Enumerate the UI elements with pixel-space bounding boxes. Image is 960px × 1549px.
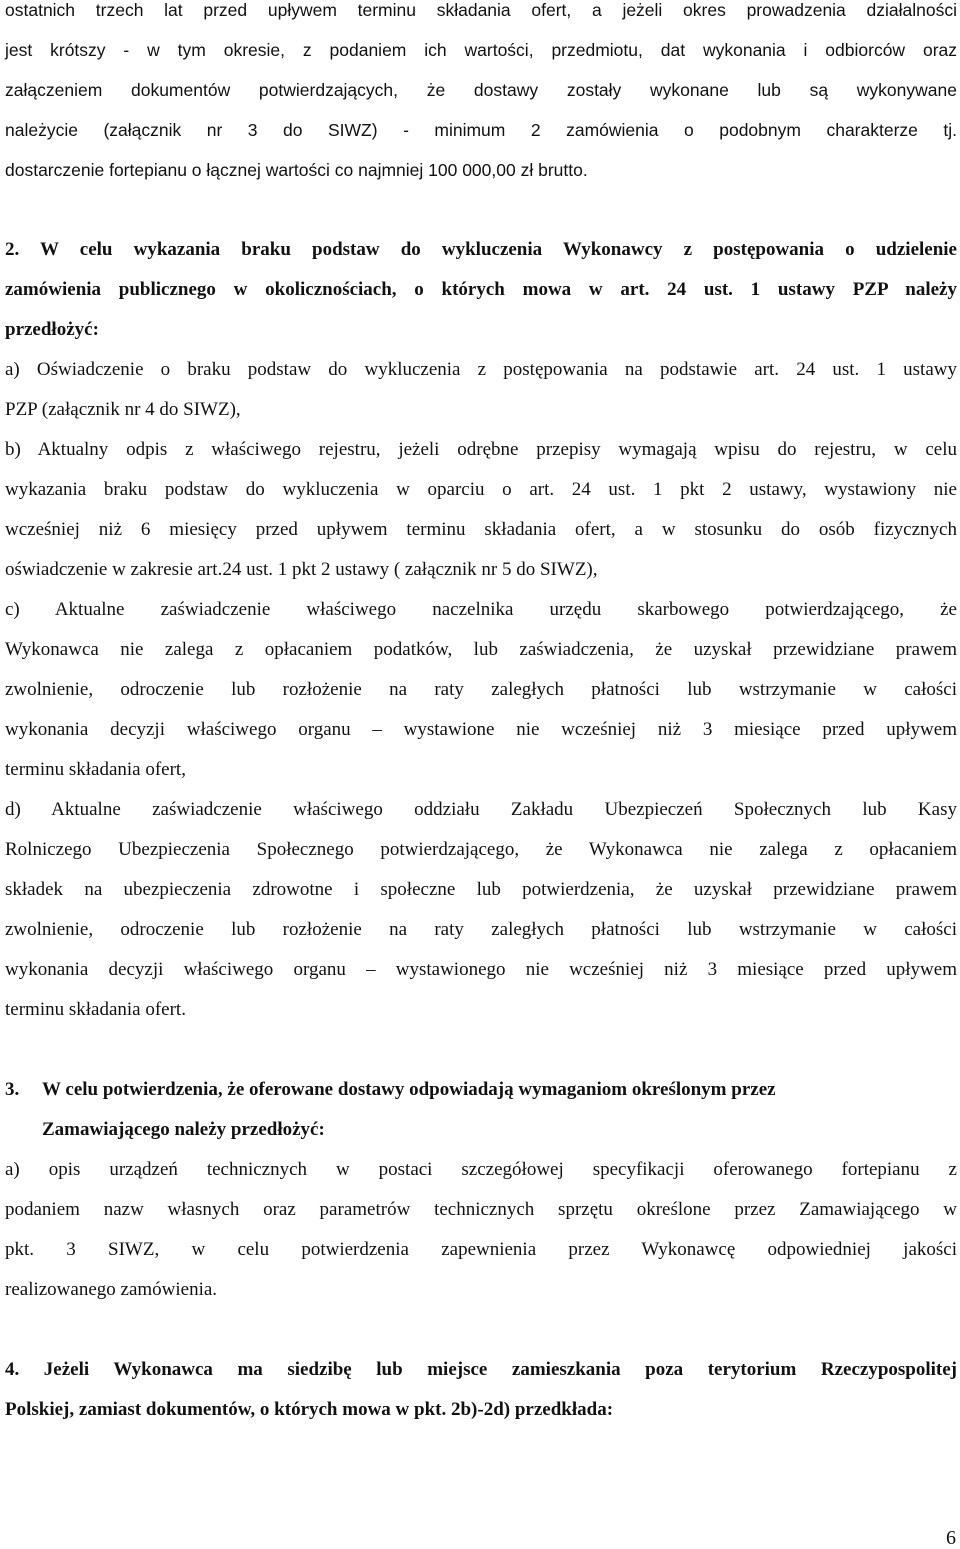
section-2-heading: zamówienia publicznego w okolicznościach, o których mowa w art. 24 ust. 1 ustawy PZP należy <box>5 279 957 300</box>
item-d-line: d) Aktualne zaświadczenie właściwego oddziału Zakładu Ubezpieczeń Społecznych lub Kasy <box>5 799 957 820</box>
paragraph-line: załączeniem dokumentów potwierdzających, że dostawy zostały wykonane lub są wykonywane <box>5 80 957 100</box>
paragraph-line: należycie (załącznik nr 3 do SIWZ) - minimum 2 zamówienia o podobnym charakterze tj. <box>5 120 957 140</box>
section-3-item-a-line: realizowanego zamówienia. <box>5 1279 218 1300</box>
section-3-heading: Zamawiającego należy przedłożyć: <box>42 1119 325 1140</box>
item-d-line: Rolniczego Ubezpieczenia Społecznego potwierdzającego, że Wykonawca nie zalega z opłacaniem <box>5 839 957 860</box>
item-d-line: składek na ubezpieczenia zdrowotne i społeczne lub potwierdzenia, że uzyskał przewidziane prawem <box>5 879 957 900</box>
item-c-line: wykonania decyzji właściwego organu – wystawione nie wcześniej niż 3 miesiące przed upływem <box>5 719 957 740</box>
page-number: 6 <box>946 1527 956 1549</box>
section-3-item-a-line: pkt. 3 SIWZ, w celu potwierdzenia zapewnienia przez Wykonawcę odpowiedniej jakości <box>5 1239 957 1260</box>
item-a-line: PZP (załącznik nr 4 do SIWZ), <box>5 399 241 420</box>
paragraph-line: ostatnich trzech lat przed upływem terminu składania ofert, a jeżeli okres prowadzenia działalności <box>5 0 957 20</box>
section-3-number: 3. <box>5 1079 20 1100</box>
section-2-heading: 2. W celu wykazania braku podstaw do wykluczenia Wykonawcy z postępowania o udzielenie <box>5 239 957 260</box>
section-2-heading: przedłożyć: <box>5 319 99 340</box>
item-b-line: wykazania braku podstaw do wykluczenia w oparciu o art. 24 ust. 1 pkt 2 ustawy, wystawiony nie <box>5 479 957 500</box>
section-3-item-a-line: a) opis urządzeń technicznych w postaci szczegółowej specyfikacji oferowanego fortepianu z <box>5 1159 957 1180</box>
item-b-line: oświadczenie w zakresie art.24 ust. 1 pkt 2 ustawy ( załącznik nr 5 do SIWZ), <box>5 559 598 580</box>
section-4-heading: Polskiej, zamiast dokumentów, o których mowa w pkt. 2b)-2d) przedkłada: <box>5 1399 614 1420</box>
item-d-line: wykonania decyzji właściwego organu – wystawionego nie wcześniej niż 3 miesiące przed upływem <box>5 959 957 980</box>
item-a-line: a) Oświadczenie o braku podstaw do wykluczenia z postępowania na podstawie art. 24 ust. 1 ustawy <box>5 359 957 380</box>
item-c-line: c) Aktualne zaświadczenie właściwego naczelnika urzędu skarbowego potwierdzającego, że <box>5 599 957 620</box>
item-b-line: wcześniej niż 6 miesięcy przed upływem terminu składania ofert, a w stosunku do osób fizycznych <box>5 519 957 540</box>
item-b-line: b) Aktualny odpis z właściwego rejestru, jeżeli odrębne przepisy wymagają wpisu do rejestru, w celu <box>5 439 957 460</box>
item-d-line: zwolnienie, odroczenie lub rozłożenie na raty zaległych płatności lub wstrzymanie w całości <box>5 919 957 940</box>
item-d-line: terminu składania ofert. <box>5 999 186 1020</box>
item-c-line: zwolnienie, odroczenie lub rozłożenie na raty zaległych płatności lub wstrzymanie w całości <box>5 679 957 700</box>
paragraph-line: jest krótszy - w tym okresie, z podaniem ich wartości, przedmiotu, dat wykonania i odbiorców oraz <box>5 40 957 60</box>
section-3-item-a-line: podaniem nazw własnych oraz parametrów technicznych sprzętu określone przez Zamawiającego w <box>5 1199 957 1220</box>
section-4-heading: 4. Jeżeli Wykonawca ma siedzibę lub miejsce zamieszkania poza terytorium Rzeczypospolitej <box>5 1359 957 1380</box>
item-c-line: Wykonawca nie zalega z opłacaniem podatków, lub zaświadczenia, że uzyskał przewidziane prawem <box>5 639 957 660</box>
section-3-heading: W celu potwierdzenia, że oferowane dostawy odpowiadają wymaganiom określonym przez <box>42 1079 776 1100</box>
paragraph-line: dostarczenie fortepianu o łącznej wartości co najmniej 100 000,00 zł brutto. <box>5 160 588 180</box>
item-c-line: terminu składania ofert, <box>5 759 186 780</box>
